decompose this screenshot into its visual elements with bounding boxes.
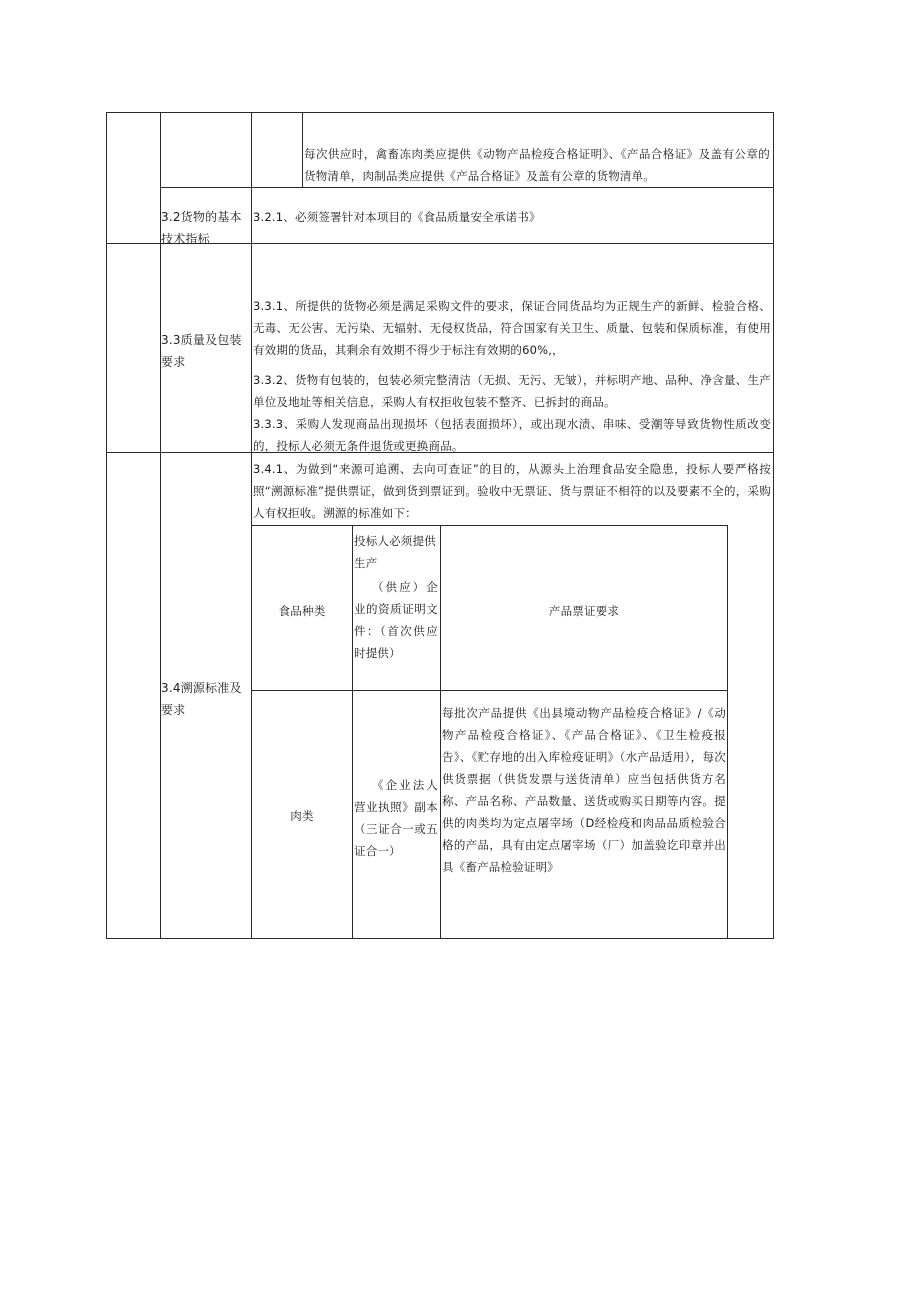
row3-requirement-3: 3.3.3、采购人发现商品出现损坏（包括表面损坏），或出现水渍、串味、受潮等导致货物性质改变的，投标人必须无条件退货或更换商品。 bbox=[253, 417, 771, 453]
inner-meat-type: 肉类 bbox=[290, 809, 314, 823]
row3-requirement-1: 3.3.1、所提供的货物必须是满足采购文件的要求，保证合同货品均为正规生产的新鲜、检验合格、无毒、无公害、无污染、无辐射、无侵权货品，符合国家有关卫生、质量、包装和保质标准，有使用有效期的货品，其剩余有效期不得少于标注有效期的60%,， bbox=[253, 299, 771, 357]
row3-label: 3.3质量及包装要求 bbox=[161, 333, 242, 369]
row4-label: 3.4溯源标准及要求 bbox=[161, 681, 242, 717]
row3-requirement-2: 3.3.2、货物有包装的，包装必须完整清洁（无损、无污、无皱），并标明产地、品种、净含量、生产单位及地址等相关信息，采购人有权拒收包装不整齐、已拆封的商品。 bbox=[253, 373, 771, 409]
inner-table-col-3 bbox=[727, 525, 728, 939]
inner-header-doc-line2: （供应）企业的资质证明文件：（首次供应时提供） bbox=[354, 580, 438, 660]
table-border-right bbox=[773, 112, 774, 939]
inner-table-col-1 bbox=[352, 525, 353, 939]
row1-requirement-text: 每次供应时，禽畜冻肉类应提供《动物产品检疫合格证明》、《产品合格证》及盖有公章的货物清单，肉制品类应提供《产品合格证》及盖有公章的货物清单。 bbox=[304, 147, 770, 183]
inner-header-food-type: 食品种类 bbox=[278, 604, 326, 618]
inner-meat-ticket-req: 每批次产品提供《出县境动物产品检疫合格证》/《动物产品检疫合格证》、《产品合格证》、《卫生检疫报告》、《贮存地的出入库检疫证明》（水产品适用），每次供货票据（供货发票与送货清单）应当包括供货方名称、产品名称、产品数量、送货或购买日期等内容。提供的肉类均为定点屠宰场（D经检疫和肉品品质检验合格的产品，具有由定点屠宰场（厂）加盖验讫印章并出具《畜产品检验证明》 bbox=[442, 706, 726, 874]
row4-intro-text: 3.4.1、为做到“来源可追溯、去向可查证”的目的，从源头上治理食品安全隐患，投标人要严格按照“溯源标准”提供票证，做到货到票证到。验收中无票证、货与票证不相符的以及要素不全的，采购人有权拒收。溯源的标准如下： bbox=[253, 462, 771, 520]
inner-header-ticket-req: 产品票证要求 bbox=[548, 604, 620, 618]
table-border-top bbox=[106, 112, 774, 113]
table-border-left bbox=[106, 112, 107, 939]
table-row-line-1 bbox=[160, 187, 774, 188]
row2-requirement-text: 3.2.1、必须签署针对本项目的《食品质量安全承诺书》 bbox=[253, 210, 541, 224]
inner-header-doc-line1: 投标人必须提供生产 bbox=[354, 534, 436, 570]
row2-label: 3.2货物的基本技术指标 bbox=[161, 210, 242, 246]
inner-table-row-line bbox=[251, 690, 728, 691]
table-col-line-3 bbox=[302, 112, 303, 188]
inner-table-col-2 bbox=[440, 525, 441, 939]
inner-meat-doc: 《企业法人营业执照》副本（三证合一或五证合一） bbox=[354, 778, 438, 858]
inner-table-top bbox=[251, 525, 728, 526]
